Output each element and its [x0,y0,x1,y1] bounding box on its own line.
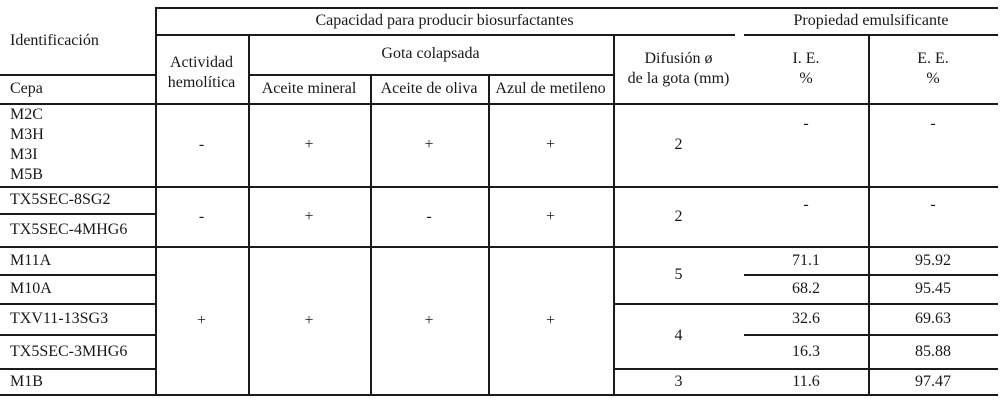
group3-aceite-mineral-value: + [304,311,314,329]
group1-difusion-value: 2 [674,136,683,154]
strain-label: TX5SEC-4MHG6 [10,221,128,239]
header-cepa: Cepa [10,79,43,97]
header-aceite-mineral: Aceite mineral [261,79,357,97]
group3-ie-value: 32.6 [792,310,820,328]
group3-difusion-value-5: 5 [674,266,683,284]
strain-label: M1B [10,372,43,390]
group1-ie-value: - [803,115,809,132]
header-propiedad-banner: Propiedad emulsificante [793,11,949,29]
header-actividad-hemolitica [155,34,248,107]
header-ee-label: E. E. [917,50,949,68]
group3-ie-value: 71.1 [792,251,820,269]
group1-ee-value: - [930,115,936,132]
header-ee-percent: % [926,69,940,87]
group2-aceite-mineral-value: + [304,207,314,225]
group1-strain-list [0,104,165,186]
header-azul-metileno: Azul de metileno [495,79,606,97]
group3-ie-value: 11.6 [792,372,820,390]
group3-ee-value: 95.45 [915,280,951,298]
header-ie-label: I. E. [792,50,820,68]
group1-azul-metileno-value: + [545,136,556,154]
strain-label: M3H [10,126,44,143]
group1-aceite-mineral-value: + [304,136,314,154]
strain-label: M5B [10,166,43,183]
group3-hemolitica-value: + [196,311,207,329]
group2-azul-metileno-value: + [545,207,556,225]
header-capacidad-banner: Capacidad para producir biosurfactantes [315,11,574,29]
table-rule-bottom [0,394,998,396]
strain-label: M3I [10,146,38,163]
strain-label: M10A [10,280,52,298]
header-identificacion: Identificación [10,31,99,49]
group2-ie-value: - [803,196,809,213]
strain-label: TX5SEC-8SG2 [10,191,111,209]
group3-difusion-value-4: 4 [674,327,683,345]
group3-ee-value: 95.92 [915,251,951,269]
group3-ie-value: 68.2 [792,280,820,298]
group3-ee-value: 97.47 [915,372,951,390]
strain-label: TXV11-13SG3 [10,310,109,328]
strain-label: M2C [10,106,43,123]
header-gota-colapsada: Gota colapsada [381,45,480,63]
group3-difusion-value-3: 3 [674,372,683,390]
group3-aceite-oliva-value: + [424,311,434,329]
header-aceite-oliva: Aceite de oliva [380,79,478,97]
header-ie-percent: % [799,69,813,87]
header-difusion [613,34,744,103]
group2-ee-value: - [930,196,936,213]
header-actividad-line1: Actividad [169,54,234,72]
header-difusion-line1: Difusión ø [644,50,713,68]
group2-difusion-value: 2 [674,207,683,225]
header-difusion-line2: de la gota (mm) [627,69,730,87]
group1-aceite-oliva-value: + [424,136,434,154]
group3-azul-metileno-value: + [545,311,556,329]
header-actividad-line2: hemolítica [167,73,236,91]
group3-ee-value: 85.88 [915,342,951,360]
group3-ie-value: 16.3 [792,342,820,360]
strain-label: TX5SEC-3MHG6 [10,342,128,360]
group1-hemolitica-value: - [198,136,205,154]
strain-label: M11A [10,251,52,269]
group2-aceite-oliva-value: - [426,207,432,225]
group2-hemolitica-value: - [198,207,205,225]
group3-ee-value: 69.63 [915,310,951,328]
